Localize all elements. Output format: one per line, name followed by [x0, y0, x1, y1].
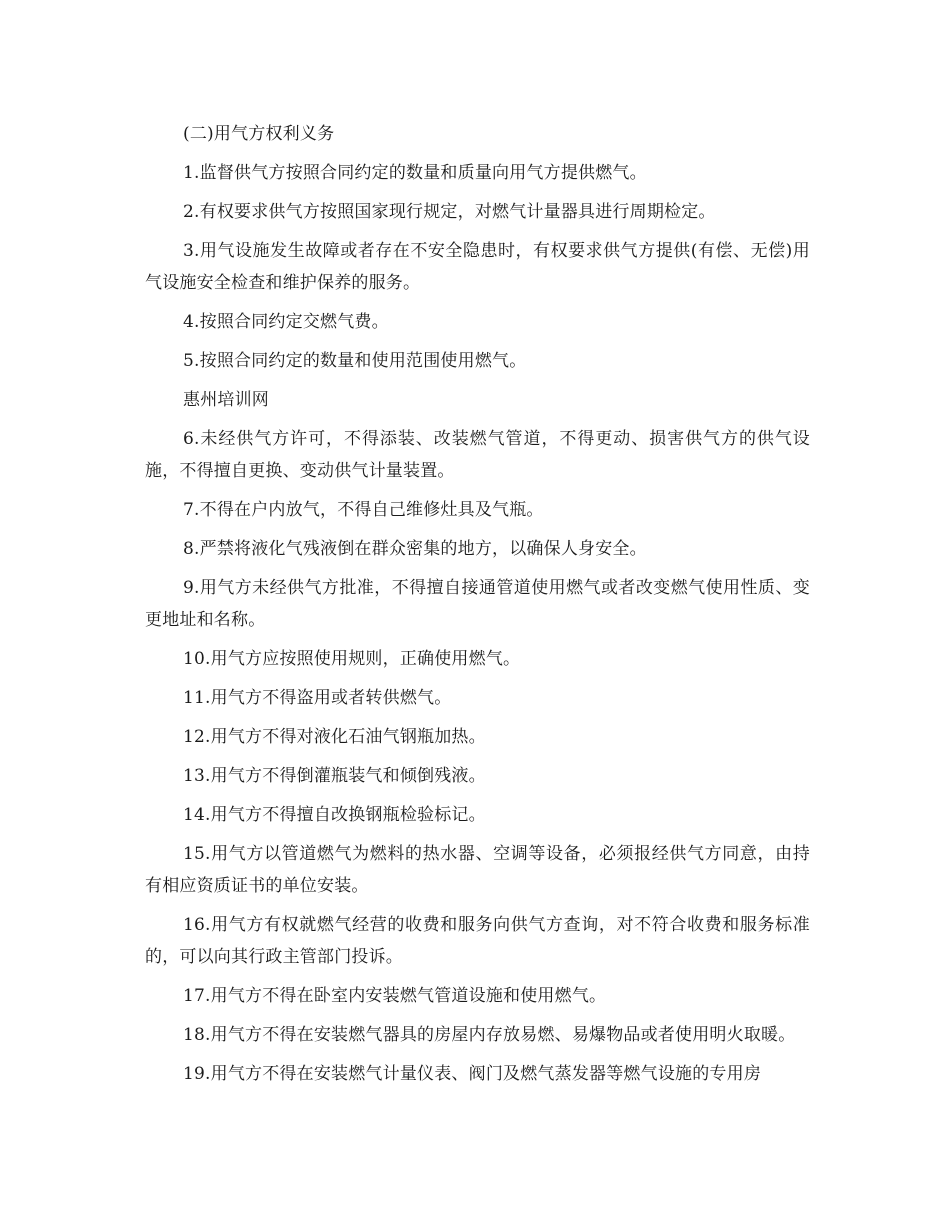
clause-7: 7.不得在户内放气，不得自己维修灶具及气瓶。 — [183, 500, 544, 520]
clause-15: 15.用气方以管道燃气为燃料的热水器、空调等设备，必须报经供气方同意，由持有相应资质证书的单位安装。 — [145, 844, 810, 896]
clause-5: 5.按照合同约定的数量和使用范围使用燃气。 — [183, 351, 527, 371]
clause-17: 17.用气方不得在卧室内安装燃气管道设施和使用燃气。 — [183, 986, 607, 1006]
document-page — [145, 118, 810, 1090]
clause-2: 2.有权要求供气方按照国家现行规定，对燃气计量器具进行周期检定。 — [183, 202, 716, 222]
clause-3: 3.用气设施发生故障或者存在不安全隐患时，有权要求供气方提供(有偿、无偿)用气设施安全检查和维护保养的服务。 — [145, 241, 810, 293]
section-heading: (二)用气方权利义务 — [183, 124, 335, 144]
clause-10: 10.用气方应按照使用规则，正确使用燃气。 — [183, 649, 521, 669]
clause-9: 9.用气方未经供气方批准，不得擅自接通管道使用燃气或者改变燃气使用性质、变更地址和名称。 — [145, 578, 810, 630]
clause-18: 18.用气方不得在安装燃气器具的房屋内存放易燃、易爆物品或者使用明火取暖。 — [183, 1025, 796, 1045]
clause-4: 4.按照合同约定交燃气费。 — [183, 312, 389, 332]
clause-8: 8.严禁将液化气残液倒在群众密集的地方，以确保人身安全。 — [183, 539, 647, 559]
clause-11: 11.用气方不得盗用或者转供燃气。 — [183, 688, 452, 708]
clause-1: 1.监督供气方按照合同约定的数量和质量向用气方提供燃气。 — [183, 163, 647, 183]
clause-12: 12.用气方不得对液化石油气钢瓶加热。 — [183, 727, 486, 747]
site-name-line: 惠州培训网 — [183, 390, 269, 410]
clause-6: 6.未经供气方许可，不得添装、改装燃气管道，不得更动、损害供气方的供气设施，不得擅自更换、变动供气计量装置。 — [145, 429, 810, 481]
clause-19: 19.用气方不得在安装燃气计量仪表、阀门及燃气蒸发器等燃气设施的专用房 — [183, 1064, 762, 1084]
clause-16: 16.用气方有权就燃气经营的收费和服务向供气方查询，对不符合收费和服务标准的，可以向其行政主管部门投诉。 — [145, 915, 810, 967]
clause-13: 13.用气方不得倒灌瓶装气和倾倒残液。 — [183, 766, 486, 786]
clause-14: 14.用气方不得擅自改换钢瓶检验标记。 — [183, 805, 486, 825]
